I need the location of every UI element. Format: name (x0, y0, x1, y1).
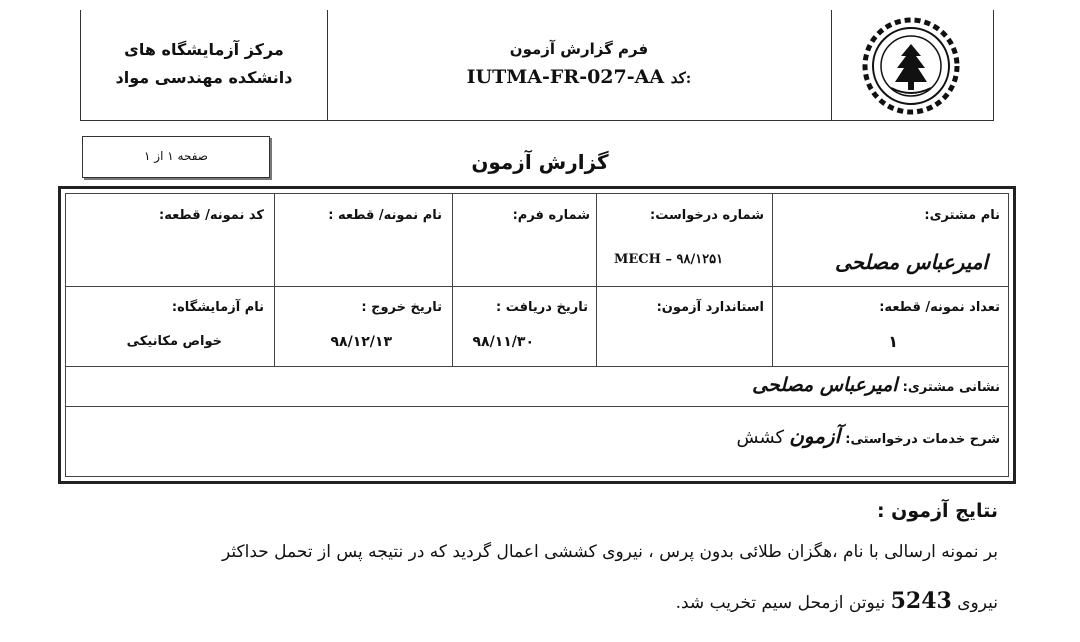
row-divider (66, 366, 1008, 367)
max-force-value: 5243 (890, 588, 952, 614)
form-code-line (329, 66, 829, 88)
report-table-inner (65, 193, 1009, 477)
exit-date-value: ۹۸/۱۲/۱۳ (330, 334, 392, 350)
report-title: گزارش آزمون (471, 150, 609, 174)
results-line1: بر نمونه ارسالی با نام ،هگزان طلائی بدون پرس ، نیروی کششی اعمال گردید که در نتیجه پس از تحمل حداکثر (222, 542, 998, 562)
form-title: فرم گزارش آزمون (509, 40, 649, 58)
customer-address-row (752, 374, 1000, 396)
results-title: نتایج آزمون : (876, 500, 998, 522)
row-divider (66, 286, 1008, 287)
receive-date-value: ۹۸/۱۱/۳۰ (472, 334, 534, 350)
column-divider (772, 194, 773, 366)
results-line2-suffix: نیوتن ازمحل سیم تخریب شد. (675, 593, 886, 613)
column-divider (596, 194, 597, 366)
lab-name-line2: دانشکده مهندسی مواد (115, 68, 293, 87)
page-indicator-box (82, 136, 270, 178)
receive-date-label: تاریخ دریافت : (496, 300, 588, 315)
university-logo-box (833, 10, 993, 120)
page-indicator: صفحه ۱ از ۱ (144, 149, 208, 163)
results-line2-prefix: نیروی (957, 593, 998, 613)
customer-address-label: نشانی مشتری: (902, 380, 1000, 395)
sample-code-label: کد نمونه/ قطعه: (159, 208, 264, 223)
report-table (58, 186, 1016, 484)
lab-name-value: خواص مکانیکی (126, 334, 222, 349)
sample-count-value: ۱ (888, 332, 898, 351)
university-seal-icon (861, 16, 961, 116)
column-divider (452, 194, 453, 366)
form-title-box (329, 10, 829, 120)
header-divider (831, 10, 832, 120)
requested-services-row (737, 424, 1000, 448)
request-number-value: MECH – ۹۸/۱۲۵۱ (614, 252, 724, 267)
form-code: IUTMA-FR-027-AA (466, 66, 665, 88)
requested-services-value-bold: آزمون (789, 424, 841, 448)
requested-services-value: کشش (736, 427, 785, 448)
form-code-label: کد: (670, 69, 692, 87)
row-divider (66, 406, 1008, 407)
form-number-label: شماره فرم: (512, 208, 590, 223)
column-divider (274, 194, 275, 366)
sample-name-label: نام نمونه/ قطعه : (328, 208, 442, 223)
form-header (80, 10, 994, 121)
results-line2 (676, 588, 998, 614)
lab-name-line1: مرکز آزمایشگاه های (124, 40, 284, 59)
customer-name-value: امیرعباس مصلحی (834, 250, 988, 274)
customer-address-value: امیرعباس مصلحی (752, 374, 898, 396)
lab-name-box (81, 10, 327, 120)
header-divider (327, 10, 328, 120)
request-number-label: شماره درخواست: (650, 208, 764, 223)
sample-count-label: تعداد نمونه/ قطعه: (879, 300, 1000, 315)
requested-services-label: شرح خدمات درخواستی: (845, 432, 1000, 447)
test-standard-label: استاندارد آزمون: (656, 300, 764, 315)
exit-date-label: تاریخ خروج : (361, 300, 442, 315)
customer-name-label: نام مشتری: (924, 208, 1000, 223)
lab-name-label: نام آزمایشگاه: (171, 300, 264, 315)
